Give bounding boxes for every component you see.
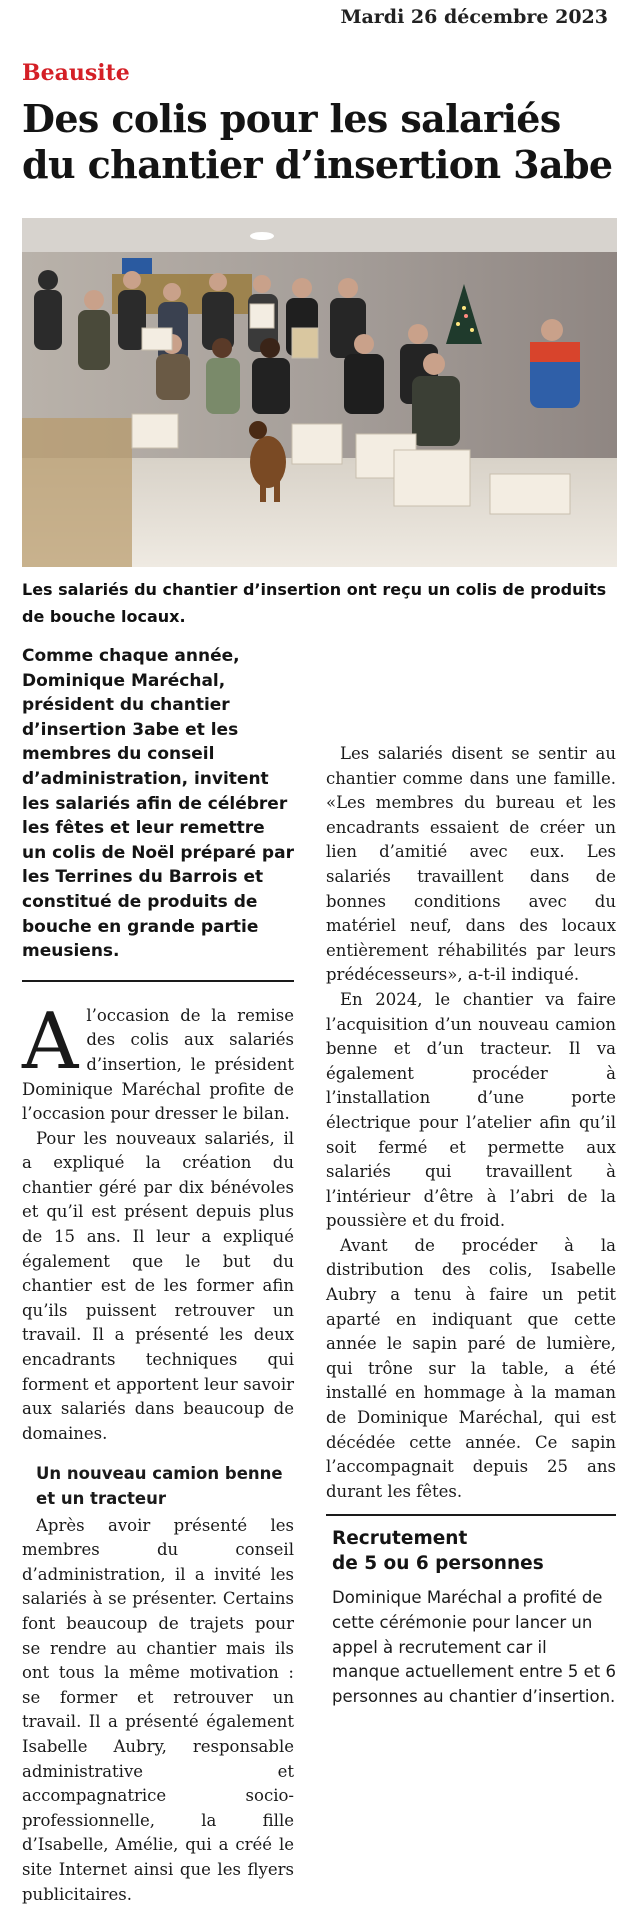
group-photo-illustration xyxy=(22,218,617,567)
body-paragraph-4: Les salariés disent se sentir au chantier comme dans une famille. «Les membres du bureau et les encadrants essaient de créer un lien d’amitié avec eux. Les salariés travaillent dans de bonnes conditions avec du matériel neuf, dans des locaux entièrement réhabilités par leurs prédécesseurs», a-t-il indiqué. xyxy=(326,744,616,985)
article-lead: Comme chaque année, Dominique Maréchal, président du chantier d’insertion 3abe et les membres du conseil d’administration, invitent les salariés afin de célébrer les fêtes et leur remettre un colis de Noël préparé par les Terrines du Barrois et constitué de produits de bouche en grande partie meusiens. xyxy=(22,646,294,962)
drop-cap: A xyxy=(22,996,79,1087)
recruitment-box-text: Dominique Maréchal a profité de cette cérémonie pour lancer un appel à recrutement car il manque actuellement entre 5 et 6 personnes au chantier d’insertion. xyxy=(332,1588,616,1706)
recruitment-box-title: Recrutement de 5 ou 6 personnes xyxy=(332,1528,544,1575)
body-paragraph-6: Avant de procéder à la distribution des colis, Isabelle Aubry a tenu à faire un petit aparté en indiquant que cette année le sapin paré de lumière, qui trône sur la table, a été installé en hommage à la maman de Dominique Maréchal, qui est décédée cette année. Ce sapin l’accompagnait depuis 25 ans durant les fêtes. xyxy=(326,1235,616,1501)
article-column-right xyxy=(326,644,616,1709)
body-paragraph-1: Al’occasion de la remise des colis aux salariés d’insertion, le président Dominique Maréchal profite de l’occasion pour dresser le bilan. xyxy=(22,996,294,1124)
photo-caption: Les salariés du chantier d’insertion ont reçu un colis de produits de bouche locaux. xyxy=(22,580,607,626)
body-paragraph-5: En 2024, le chantier va faire l’acquisition d’un nouveau camion benne et d’un tracteur. Il va également procéder à l’installation d’une porte électrique pour l’atelier afin qu’il soit fermé et permette aux salariés qui travaillent à l’intérieur d’être à l’abri de la poussière et du froid. xyxy=(326,989,616,1231)
publication-date: Mardi 26 décembre 2023 xyxy=(340,6,608,28)
section-rubric: Beausite xyxy=(22,60,130,86)
lead-separator xyxy=(22,980,294,982)
article-column-left xyxy=(22,644,294,1907)
headline-line-2: du chantier d’insertion 3abe xyxy=(22,142,613,187)
body-subheading: Un nouveau camion benne et un tracteur xyxy=(36,1464,283,1508)
article-photo xyxy=(22,218,617,567)
body-paragraph-2: Pour les nouveaux salariés, il a expliqué la création du chantier géré par dix bénévoles et qu’il est présent depuis plus de 15 ans. Il leur a expliqué également que le but du chantier est de les former afin qu’ils puissent retrouver un travail. Il a présenté les deux encadrants techniques qui forment et apportent leur savoir aux salariés dans beaucoup de domaines. xyxy=(22,1128,294,1443)
body-paragraph-3: Après avoir présenté les membres du conseil d’administration, il a invité les salariés à se présenter. Certains font beaucoup de trajets pour se rendre au chantier mais ils ont tous la même motivation : se former et retrouver un travail. Il a présenté également Isabelle Aubry, responsable administrative et accompagnatrice socio-professionnelle, la fille d’Isabelle, Amélie, qui a créé le site Internet ainsi que les flyers publicitaires. xyxy=(22,1515,294,1904)
box-top-rule xyxy=(326,1514,616,1516)
article-headline xyxy=(22,96,622,188)
headline-line-1: Des colis pour les salariés xyxy=(22,96,561,141)
